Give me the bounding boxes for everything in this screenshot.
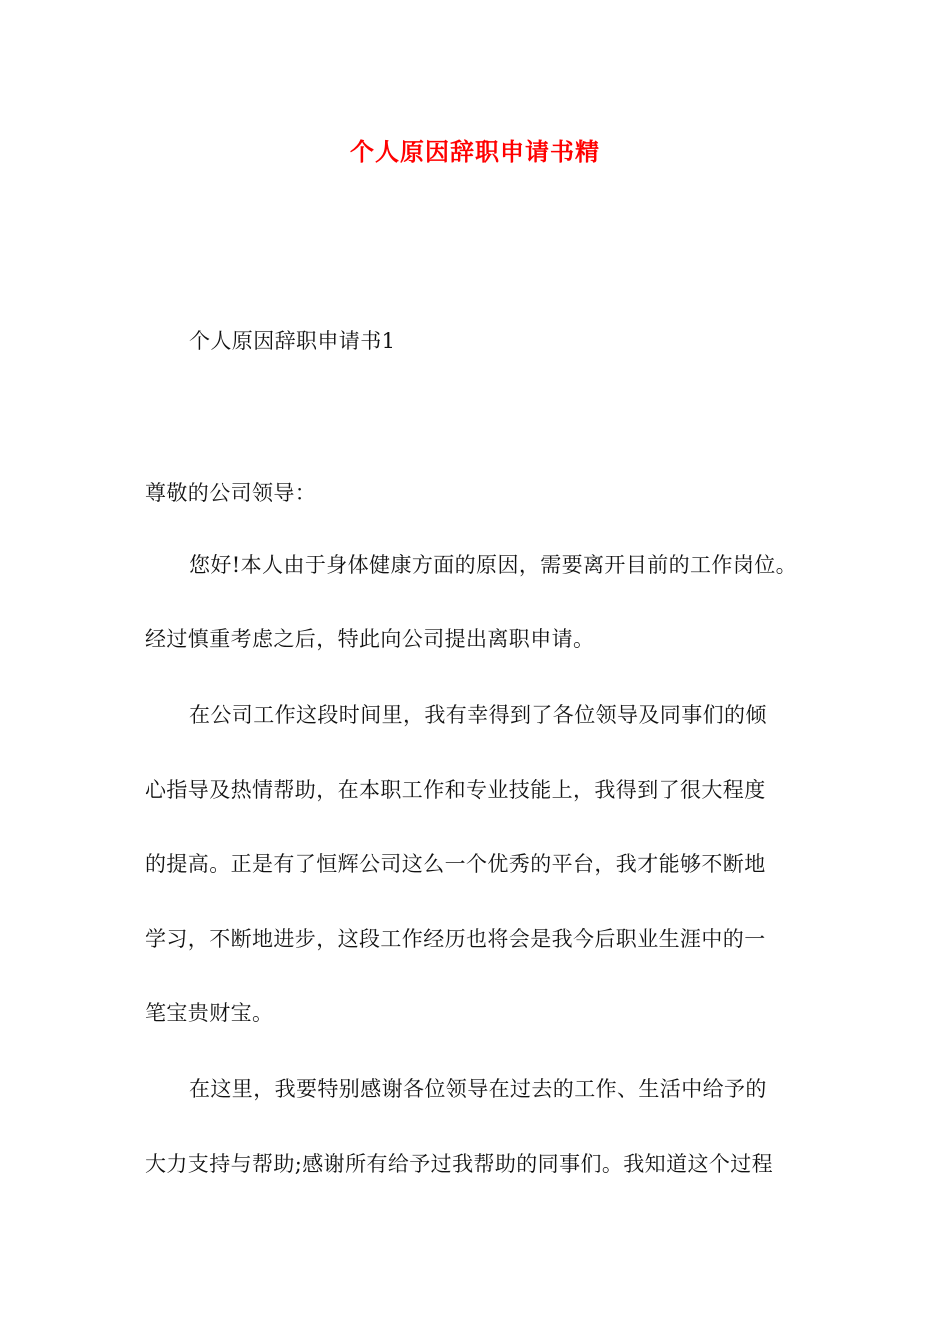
body-line-8: 在这里，我要特别感谢各位领导在过去的工作、生活中给予的: [189, 1077, 767, 1101]
document-subtitle: 个人原因辞职申请书1: [189, 329, 396, 353]
body-line-2: 经过慎重考虑之后，特此向公司提出离职申请。: [145, 627, 595, 651]
body-line-7: 笔宝贵财宝。: [145, 1001, 274, 1025]
body-line-3: 在公司工作这段时间里，我有幸得到了各位领导及同事们的倾: [189, 703, 767, 727]
body-line-4: 心指导及热情帮助，在本职工作和专业技能上，我得到了很大程度: [145, 778, 766, 802]
body-line-6: 学习，不断地进步，这段工作经历也将会是我今后职业生涯中的一: [145, 927, 766, 951]
salutation: 尊敬的公司领导：: [145, 481, 317, 505]
document-title: 个人原因辞职申请书精: [350, 138, 600, 166]
body-line-1: 您好!本人由于身体健康方面的原因，需要离开目前的工作岗位。: [189, 553, 798, 577]
body-line-9: 大力支持与帮助;感谢所有给予过我帮助的同事们。我知道这个过程: [145, 1152, 774, 1176]
body-line-5: 的提高。正是有了恒辉公司这么一个优秀的平台，我才能够不断地: [145, 852, 766, 876]
